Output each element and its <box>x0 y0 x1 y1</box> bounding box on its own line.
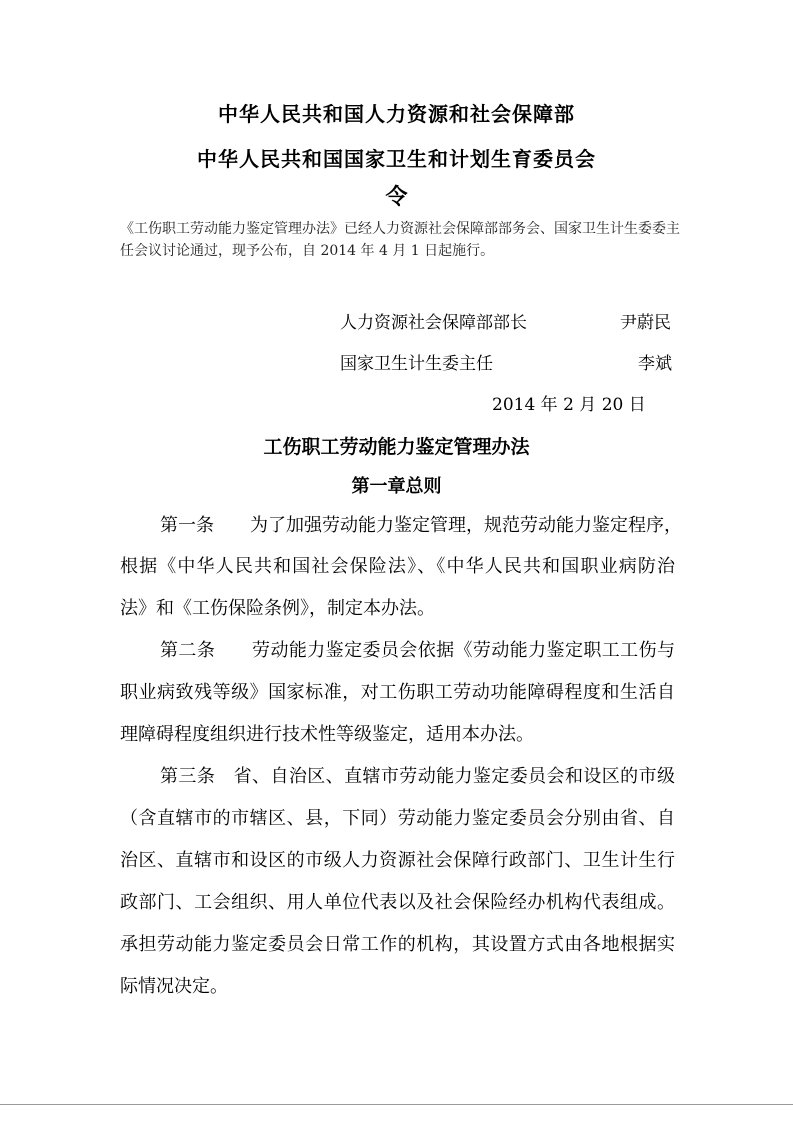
signature-name-1: 尹蔚民 <box>620 313 671 333</box>
page-boundary-line <box>0 1104 793 1105</box>
issue-date: 2014 年 2 月 20 日 <box>492 395 646 415</box>
article-3-line-2: （含直辖市的市辖区、县，下同）劳动能力鉴定委员会分别由省、自 <box>120 808 675 829</box>
signature-title-2: 国家卫生计生委主任 <box>340 354 493 374</box>
article-3-line-1: 第三条 省、自治区、直辖市劳动能力鉴定委员会和设区的市级 <box>160 766 675 787</box>
article-3-line-6: 际情况决定。 <box>120 976 228 997</box>
issuer-line-2: 中华人民共和国国家卫生和计划生育委员会 <box>197 147 596 171</box>
preamble-text: 《工伤职工劳动能力鉴定管理办法》已经人力资源社会保障部部务会、国家卫生计生委委主任会议讨论通过，现予公布，自 2014 年 4 月 1 日起施行。 <box>120 221 680 259</box>
article-2-line-3: 理障碍程度组织进行技术性等级鉴定，适用本办法。 <box>120 724 534 745</box>
article-1-line-2: 根据《中华人民共和国社会保险法》、《中华人民共和国职业病防治 <box>120 556 675 577</box>
signature-name-2: 李斌 <box>638 354 672 374</box>
article-3-line-4: 政部门、工会组织、用人单位代表以及社会保险经办机构代表组成。 <box>120 892 675 913</box>
article-2-line-2: 职业病致残等级》国家标准，对工伤职工劳动功能障碍程度和生活自 <box>120 682 675 703</box>
article-3-line-3: 治区、直辖市和设区的市级人力资源社会保障行政部门、卫生计生行 <box>120 850 675 871</box>
issuer-line-1: 中华人民共和国人力资源和社会保障部 <box>218 102 575 126</box>
article-1-line-3: 法》和《工伤保险条例》，制定本办法。 <box>120 598 435 619</box>
article-3-line-5: 承担劳动能力鉴定委员会日常工作的机构，其设置方式由各地根据实 <box>120 934 675 955</box>
law-title: 工伤职工劳动能力鉴定管理办法 <box>263 436 530 458</box>
article-2-line-1: 第二条 劳动能力鉴定委员会依据《劳动能力鉴定职工工伤与 <box>160 640 675 661</box>
chapter-heading: 第一章总则 <box>351 476 442 497</box>
article-1-line-1: 第一条 为了加强劳动能力鉴定管理，规范劳动能力鉴定程序， <box>160 515 682 536</box>
signature-title-1: 人力资源社会保障部部长 <box>340 313 527 333</box>
order-heading: 令 <box>385 184 408 210</box>
